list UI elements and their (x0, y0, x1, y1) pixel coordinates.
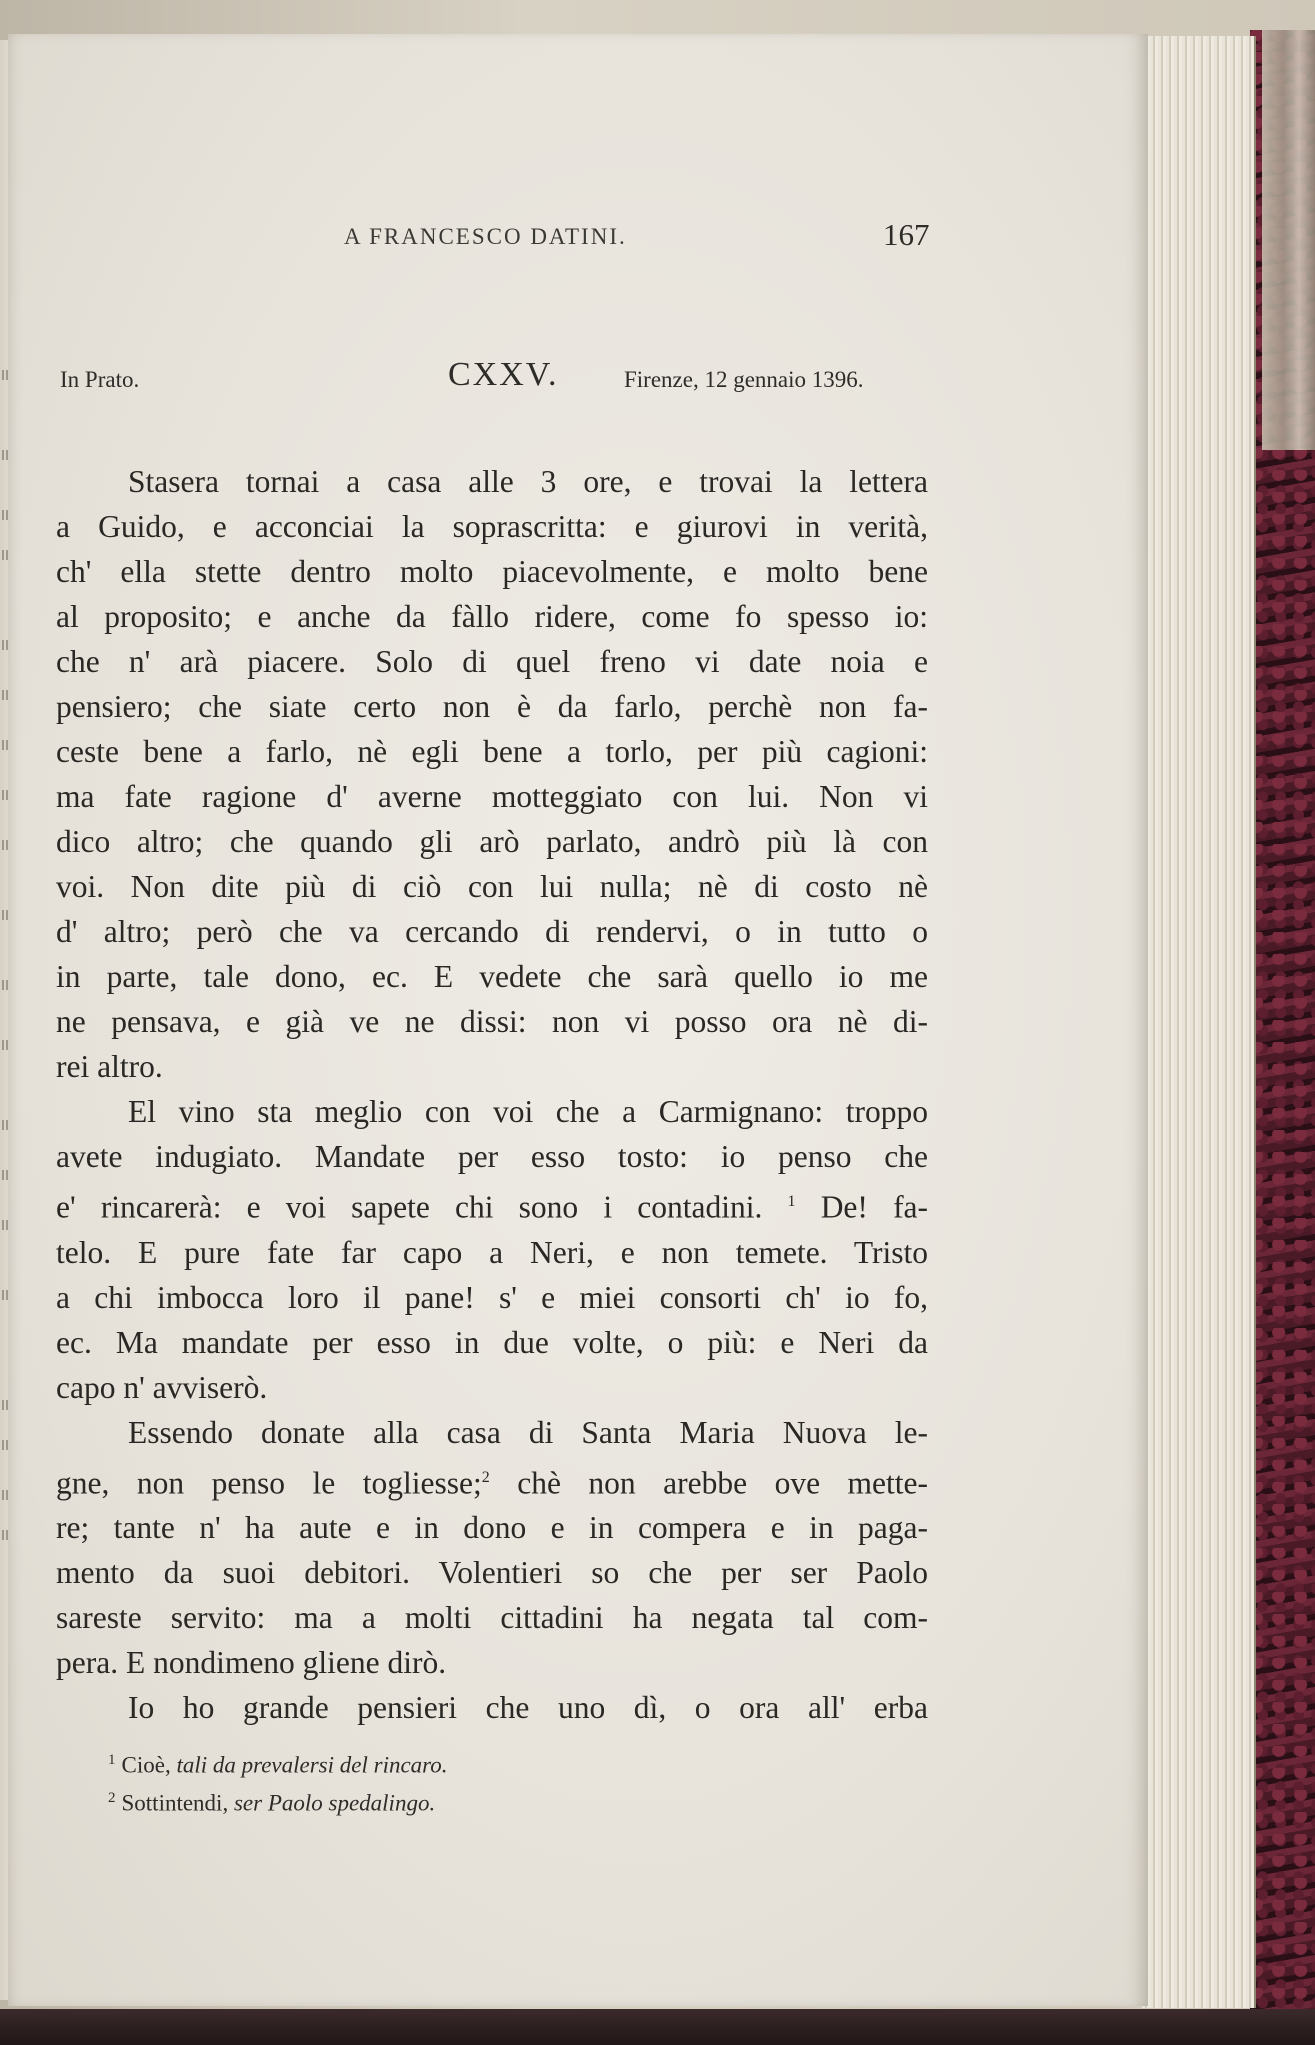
footnote-2 (108, 1782, 448, 1820)
text-line: a chi imbocca loro il pane! s' e miei consorti ch' io fo, (56, 1279, 928, 1315)
text-line: dico altro; che quando gli arò parlato, andrò più là con (56, 824, 928, 859)
footnote-marker: 1 (108, 1752, 116, 1768)
footnote-lead: Sottintendi, (121, 1790, 229, 1816)
page-number: 167 (883, 217, 930, 252)
text-line: che n' arà piacere. Solo di quel freno vi date noia e (56, 644, 928, 679)
letter-body (56, 459, 928, 1730)
text-fragment: e' rincarerà: e voi sapete chi sono i contadini. (56, 1189, 763, 1225)
worn-spine-cloth (1262, 30, 1315, 450)
footnotes (108, 1744, 448, 1819)
page-block-edges (1142, 36, 1256, 2008)
text-line: voi. Non dite più di ciò con lui nulla; nè di costo nè (56, 869, 928, 904)
text-fragment: De! fa- (820, 1189, 929, 1225)
letter-destination: In Prato. (60, 367, 140, 392)
text-line: ch' ella stette dentro molto piacevolmente, e molto bene (56, 554, 928, 589)
text-line: Io ho grande pensieri che uno dì, o ora all' erba (128, 1690, 928, 1725)
text-line: Stasera tornai a casa alle 3 ore, e trovai la lettera (128, 464, 928, 499)
text-line: sareste servito: ma a molti cittadini ha negata tal com- (56, 1600, 928, 1635)
footnote-reference-1: 1 (787, 1193, 796, 1210)
text-line: pensiero; che siate certo non è da farlo, perchè non fa- (56, 689, 928, 724)
running-title: A FRANCESCO DATINI. (344, 224, 627, 249)
letter-date: Firenze, 12 gennaio 1396. (624, 367, 864, 392)
text-line: avete indugiato. Mandate per esso tosto: io penso che (56, 1139, 928, 1174)
text-line: telo. E pure fate far capo a Neri, e non temete. Tristo (56, 1234, 928, 1270)
text-line: ne pensava, e già ve ne dissi: non vi posso ora nè di- (56, 1004, 928, 1039)
text-line: ma fate ragione d' averne motteggiato con lui. Non vi (56, 779, 928, 814)
book-page (8, 34, 1148, 2006)
text-fragment: gne, non penso le togliesse; (56, 1465, 482, 1500)
text-line: mento da suoi debitori. Volentieri so che per ser Paolo (56, 1555, 928, 1590)
text-line: d' altro; però che va cercando di rendervi, o in tutto o (56, 914, 928, 949)
book-bottom-edge (0, 2009, 1315, 2045)
footnote-text: tali da prevalersi del rincaro. (176, 1752, 448, 1778)
footnote-reference-2: 2 (481, 1468, 490, 1486)
text-line: pera. E nondimeno gliene dirò. (56, 1645, 447, 1680)
text-line: ec. Ma mandate per esso in due volte, o più: e Neri da (56, 1324, 928, 1360)
text-line: ceste bene a farlo, nè egli bene a torlo, per più cagioni: (56, 734, 928, 769)
text-line: capo n' avviserò. (56, 1369, 268, 1405)
footnote-marker: 2 (108, 1789, 116, 1806)
text-line-with-footnote (56, 1455, 928, 1506)
footnote-lead: Cioè, (121, 1752, 171, 1778)
text-line: al proposito; e anche da fàllo ridere, come fo spesso io: (56, 599, 928, 634)
text-fragment: chè non arebbe ove mette- (517, 1465, 928, 1500)
text-line-with-footnote (56, 1179, 928, 1230)
text-line: Essendo donate alla casa di Santa Maria Nuova le- (128, 1414, 928, 1450)
letter-number: CXXV. (448, 356, 559, 393)
footnote-text: ser Paolo spedalingo. (233, 1790, 436, 1816)
text-line: a Guido, e acconciai la soprascritta: e giurovi in verità, (56, 509, 928, 544)
footnote-1 (108, 1744, 448, 1782)
text-line: re; tante n' ha aute e in dono e in compera e in paga- (56, 1510, 928, 1545)
text-line: El vino sta meglio con voi che a Carmignano: troppo (128, 1094, 928, 1129)
text-line: in parte, tale dono, ec. E vedete che sarà quello io me (56, 959, 928, 994)
text-line: rei altro. (56, 1049, 163, 1084)
